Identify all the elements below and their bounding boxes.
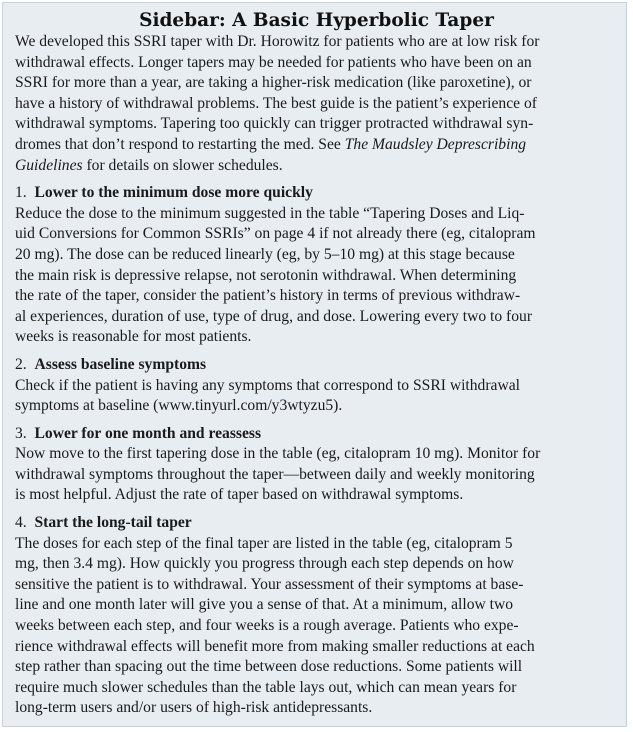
step-line: withdrawal symptoms throughout the taper—between daily and weekly monitoring — [15, 465, 535, 483]
step-3 — [15, 424, 618, 506]
step-title: Lower for one month and reassess — [34, 424, 262, 442]
step-heading — [15, 513, 618, 534]
step-line: sensitive the patient is to withdrawal. Your assessment of their symptoms at base- — [15, 575, 524, 593]
sidebar-box — [2, 2, 627, 727]
step-line: the rate of the taper, consider the patient’s history in terms of previous withdraw- — [15, 287, 521, 305]
step-1 — [15, 183, 618, 348]
step-line: Reduce the dose to the minimum suggested in the table “Tapering Doses and Liq- — [15, 204, 525, 222]
step-line: weeks is reasonable for most patients. — [15, 328, 252, 346]
step-heading — [15, 424, 618, 445]
step-number: 4. — [15, 514, 27, 532]
sidebar-title: Sidebar: A Basic Hyperbolic Taper — [139, 10, 494, 31]
step-4 — [15, 513, 618, 719]
step-line: the main risk is depressive relapse, not serotonin withdrawal. When determining — [15, 266, 517, 284]
intro-line-with-reference — [15, 156, 618, 177]
step-line: step rather than spacing out the time between dose reductions. Some patients will — [15, 658, 523, 676]
reference-title-part-2: Guidelines — [15, 156, 83, 174]
step-line: al experiences, duration of use, type of drug, and dose. Lowering every two to four — [15, 307, 533, 325]
step-line: The doses for each step of the final taper are listed in the table (eg, citalopram 5 — [15, 534, 513, 552]
reference-title-part-1: The Maudsley Deprescribing — [344, 135, 527, 153]
step-line: line and one month later will give you a sense of that. At a minimum, allow two — [15, 596, 514, 614]
step-line: Check if the patient is having any symptoms that correspond to SSRI withdrawal — [15, 376, 520, 394]
step-line: 20 mg). The dose can be reduced linearly (eg, by 5–10 mg) at this stage because — [15, 245, 515, 263]
step-number: 3. — [15, 424, 27, 442]
intro-line: withdrawal symptoms. Tapering too quickly can trigger protracted withdrawal syn- — [15, 115, 534, 133]
step-number: 1. — [15, 184, 27, 202]
intro-line: have a history of withdrawal problems. The best guide is the patient’s experience of — [15, 94, 537, 112]
step-title: Lower to the minimum dose more quickly — [34, 184, 313, 202]
step-heading — [15, 183, 618, 204]
intro-line: withdrawal effects. Longer tapers may be needed for patients who have been on an — [15, 53, 532, 71]
step-line: uid Conversions for Common SSRIs” on page 4 if not already there (eg, citalopram — [15, 225, 536, 243]
step-line: require much slower schedules than the table lays out, which can mean years for — [15, 678, 517, 696]
step-title: Assess baseline symptoms — [34, 355, 207, 373]
step-line: weeks between each step, and four weeks is a rough average. Patients who expe- — [15, 617, 519, 635]
step-line: mg, then 3.4 mg). How quickly you progress through each step depends on how — [15, 555, 514, 573]
step-title: Start the long-tail taper — [34, 514, 192, 532]
step-line: is most helpful. Adjust the rate of taper based on withdrawal symptoms. — [15, 486, 464, 504]
intro-line: dromes that don’t respond to restarting the med. See — [15, 135, 345, 153]
intro-line: SSRI for more than a year, are taking a higher-risk medication (like paroxetine), or — [15, 74, 532, 92]
step-2 — [15, 355, 618, 417]
step-number: 2. — [15, 355, 27, 373]
step-line: Now move to the first tapering dose in the table (eg, citalopram 10 mg). Monitor for — [15, 445, 541, 463]
step-line: symptoms at baseline (www.tinyurl.com/y3wtyzu5). — [15, 397, 343, 415]
intro-line: We developed this SSRI taper with Dr. Horowitz for patients who are at low risk for — [15, 33, 540, 50]
intro-line-with-reference — [15, 135, 618, 156]
intro-tail: for details on slower schedules. — [82, 156, 283, 174]
step-line: long-term users and/or users of high-risk antidepressants. — [15, 699, 373, 717]
step-line: rience withdrawal effects will benefit more from making smaller reductions at each — [15, 637, 535, 655]
step-heading — [15, 355, 618, 376]
intro-paragraph — [15, 32, 618, 176]
